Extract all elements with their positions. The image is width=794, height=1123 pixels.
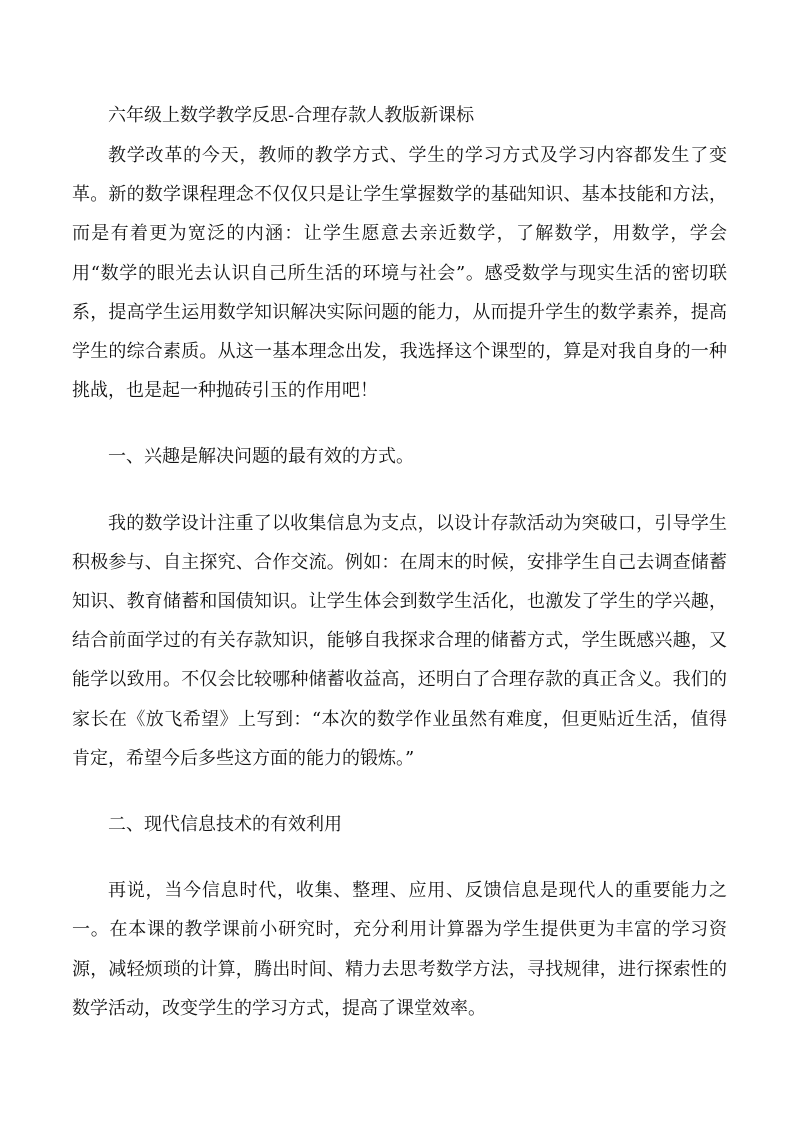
paragraph-gap [72, 477, 727, 504]
document-title: 六年级上数学教学反思-合理存款人教版新课标 [108, 105, 475, 126]
section-heading-2: 二、现代信息技术的有效利用 [108, 814, 342, 836]
paragraph-gap [72, 410, 727, 437]
paragraph-section-1: 我的数学设计注重了以收集信息为支点，以设计存款活动为突破口，引导学生积极参与、自主探究、合作交流。例如：在周末的时候，安排学生自己去调查储蓄知识、教育储蓄和国债知识。让学生体会到数学生活化，也激发了学生的学兴趣，结合前面学过的有关存款知识，能够自我探求合理的储蓄方式，学生既感兴趣，又能学以致用。不仅会比较哪种储蓄收益高，还明白了合理存款的真正含义。我们的家长在《放飞希望》上写到：“本次的数学作业虽然有难度，但更贴近生活，值得肯定，希望今后多些这方面的能力的锻炼。” [72, 512, 727, 769]
document-page [72, 96, 727, 1028]
paragraph-gap [72, 844, 727, 871]
paragraph-section-2: 再说，当今信息时代，收集、整理、应用、反馈信息是现代人的重要能力之一。在本课的教学课前小研究时，充分利用计算器为学生提供更为丰富的学习资源，减轻烦琐的计算，腾出时间、精力去思考数学方法，寻找规律，进行探索性的数学活动，改变学生的学习方式，提高了课堂效率。 [72, 880, 727, 1019]
paragraph-gap [72, 778, 727, 805]
paragraph-intro: 教学改革的今天，教师的教学方式、学生的学习方式及学习内容都发生了变革。新的数学课程理念不仅仅只是让学生掌握数学的基础知识、基本技能和方法，而是有着更为宽泛的内涵：让学生愿意去亲近数学，了解数学，用数学，学会用“数学的眼光去认识自己所生活的环境与社会”。感受数学与现实生活的密切联系，提高学生运用数学知识解决实际问题的能力，从而提升学生的数学素养，提高学生的综合素质。从这一基本理念出发，我选择这个课型的，算是对我自身的一种挑战，也是起一种抛砖引玉的作用吧！ [72, 145, 727, 402]
section-heading-1: 一、兴趣是解决问题的最有效的方式。 [108, 446, 414, 468]
